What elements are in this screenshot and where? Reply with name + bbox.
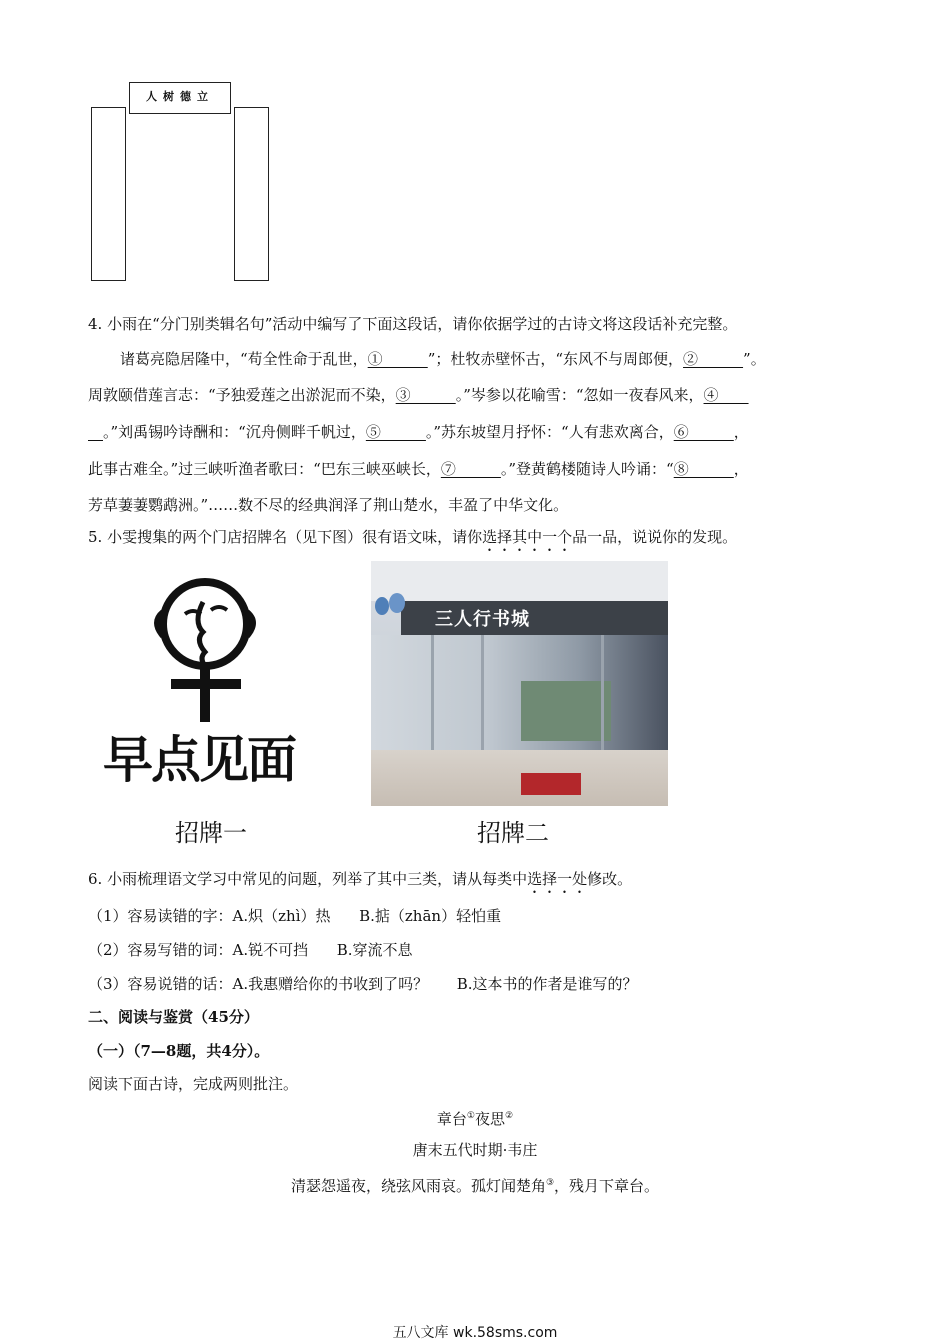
- blank-8: ⑧______: [673, 460, 734, 478]
- q5-title: 5. 小雯搜集的两个门店招牌名（见下图）很有语文味，请你选择其中一个品一品，说说你的发现。: [88, 528, 738, 546]
- glass-divider-1: [431, 635, 434, 750]
- left-pillar: [91, 107, 126, 281]
- blank-3: ③______: [395, 386, 456, 404]
- glass-storefront: [371, 635, 668, 750]
- ceiling: [371, 561, 668, 601]
- sign-two-image: [371, 561, 668, 806]
- q4-line-4: 此事古难全。”过三峡听渔者歌曰：“巴东三峡巫峡长，⑦______。”登黄鹤楼随诗人吟诵：“⑧______，: [88, 460, 749, 478]
- q6-item-3: （3）容易说错的话：A.我惠赠给你的书收到了吗？ B.这本书的作者是谁写的？: [88, 975, 638, 993]
- section-heading: 二、阅读与鉴赏（45分）: [88, 1008, 259, 1026]
- section-subheading: （一）（7—8题，共4分）。: [88, 1042, 270, 1060]
- q4-title: 4. 小雨在“分门别类辑名句”活动中编写了下面这段话，请你依据学过的古诗文将这段话补充完整。: [88, 315, 738, 333]
- glass-divider-2: [481, 635, 484, 750]
- q6-item-1: （1）容易读错的字：A.炽（zhì）热 B.掂（zhān）轻怕重: [88, 907, 502, 925]
- floor: [371, 750, 668, 806]
- caption-sign-two: 招牌二: [477, 819, 549, 847]
- q4-line-2: 周敦颐借莲言志：“予独爱莲之出淤泥而不染，③______。”岑参以花喻雪：“忽如一夜春风来，④____: [88, 386, 749, 404]
- blank-5: ⑤______: [365, 423, 426, 441]
- poem-author: 唐末五代时期·韦庄: [412, 1141, 538, 1159]
- blank-2: ②______: [683, 350, 744, 368]
- sign-one-image: [85, 562, 317, 794]
- q4-line-1: 诸葛亮隐居隆中，“苟全性命于乱世，①______”；杜牧赤壁怀古，“东风不与周郎便，②______”。: [120, 350, 766, 368]
- entrance-mat: [521, 773, 581, 795]
- right-pillar: [234, 107, 269, 281]
- caption-sign-one: 招牌一: [175, 819, 247, 847]
- q6-title: 6. 小雨梳理语文学习中常见的问题，列举了其中三类，请从每类中选择一处修改。: [88, 870, 633, 888]
- section-intro: 阅读下面古诗，完成两则批注。: [88, 1075, 299, 1093]
- glass-divider-3: [601, 635, 604, 750]
- footer-watermark: 五八文库 wk.58sms.com: [392, 1325, 558, 1341]
- shelves: [521, 681, 611, 741]
- store-sign-text: 三人行书城: [435, 609, 530, 630]
- balloon-icon: [375, 597, 389, 615]
- q4-line-5: 芳草萋萋鹦鹉洲。”……数不尽的经典润泽了荆山楚水，丰盈了中华文化。: [88, 496, 569, 514]
- q6-item-2: （2）容易写错的词：A.锐不可挡 B.穿流不息: [88, 941, 413, 959]
- balloon-icon-2: [389, 593, 405, 613]
- blank-1: ①______: [367, 350, 428, 368]
- poem-line-1: 清瑟怨遥夜，绕弦风雨哀。孤灯闻楚角③，残月下章台。: [290, 1177, 660, 1195]
- gate-plaque: 人树德立: [129, 82, 231, 114]
- poem-title: 章台①夜思②: [436, 1110, 514, 1128]
- sign-one-text: 早点见面: [103, 731, 295, 789]
- blank-4: ④____: [703, 386, 749, 404]
- blank-6: ⑥______: [673, 423, 734, 441]
- blank-7: ⑦______: [440, 460, 501, 478]
- q4-line-3: __。”刘禹锡吟诗酬和：“沉舟侧畔千帆过，⑤______。”苏东坡望月抒怀：“人有悲欢离合，⑥______，: [88, 423, 749, 441]
